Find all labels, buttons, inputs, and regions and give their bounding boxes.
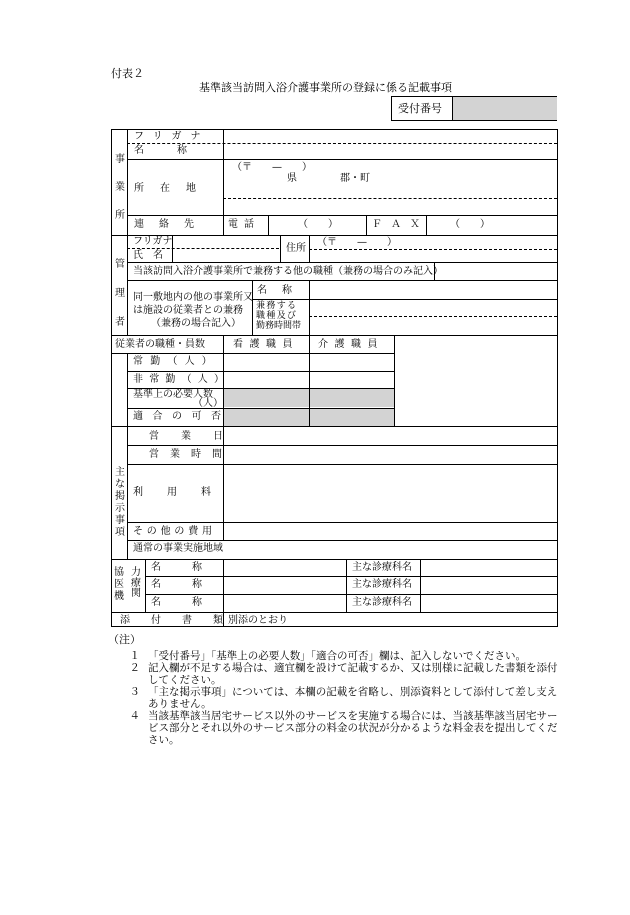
staff-row-required-unit: （人） [193,398,223,409]
receipt-number-box [391,96,557,121]
service-area-field[interactable] [224,541,557,559]
office-name-field[interactable] [224,144,557,159]
required-count-nurse-cell [223,388,309,407]
note-text: 当該基準該当居宅サービス以外のサービスを実施する場合には、当該基準該当居宅サービス部分とそれ以外のサービス部分の料金の状況が分かるような料金表を提出してください。 [148,710,558,747]
fees-field[interactable] [224,465,557,522]
manager-facility-name-field[interactable] [310,281,557,299]
manager-duty-label3: 勤務時間帯 [256,321,302,331]
manager-name-field[interactable] [173,236,279,262]
note-number: ４ [129,710,140,723]
appendix-label: 付表２ [111,67,144,80]
office-postal: （〒 — ） [232,162,312,173]
note-item [108,710,563,746]
other-costs-field[interactable] [224,523,557,540]
note-text: 記入欄が不足する場合は、適宜欄を設けて記載するか、又は別様に記載した書類を添付してください。 [148,662,558,687]
notes-list [108,650,563,747]
fees-label: 利用料 [133,487,235,498]
manager-duty-label2: 職種及び [256,311,298,321]
staff-row-parttime: 非常勤（人） [133,374,231,385]
manager-duty-label1: 兼務する [256,301,298,311]
office-name-label: 名称 [134,145,220,156]
note-item [108,650,563,662]
medical-row3-dept-label: 主な診療科名 [352,597,412,608]
business-hours-label: 営業時間 [149,449,233,460]
manager-concurrent-note: 当該訪問入浴介護事業所で兼務する他の職種（兼務の場合のみ記入） [133,266,443,277]
office-county-town: 郡・町 [340,173,370,184]
medical-row3-name-label: 名称 [151,597,233,608]
manager-postal: （〒 — ） [317,237,397,248]
staff-nurse-header: 看護職員 [233,339,299,350]
staff-row-compliance: 適合の可否 [133,411,231,422]
compliance-care-cell [309,408,394,426]
office-address-label: 所在地 [134,183,212,194]
medical-row2-name-field[interactable] [224,577,346,594]
note-item [108,662,563,686]
medical-row3-dept-field[interactable] [421,595,557,612]
compliance-nurse-cell [223,408,309,426]
manager-section-label: 管理者 [115,259,125,328]
parttime-nurse-field[interactable] [224,372,309,388]
fulltime-care-field[interactable] [310,354,394,371]
manager-other-duty-line3: （兼務の場合記入） [151,318,241,329]
medical-row1-name-field[interactable] [224,560,346,576]
manager-name-label: 氏名 [133,250,173,261]
attachments-label: 添付書類 [120,615,244,626]
medical-row2-name-label: 名称 [151,579,233,590]
manager-duty-field[interactable] [310,300,557,335]
business-days-field[interactable] [224,427,557,445]
office-section-label: 事業所 [115,154,125,221]
note-number: １ [129,650,140,662]
note-text: 「主な掲示事項」については、本欄の記載を省略し、別添資料として添付して差し支えありません。 [148,686,558,711]
service-area-label: 通常の事業実施地域 [133,543,223,554]
medical-row2-dept-field[interactable] [421,577,557,594]
notes-header: （注） [108,633,141,646]
manager-furigana-label: フリガナ [133,236,173,247]
page-title: 基準該当訪問入浴介護事業所の登録に係る記載事項 [199,81,452,94]
fulltime-nurse-field[interactable] [224,354,309,371]
business-hours-field[interactable] [224,446,557,464]
medical-section-label-left: 協医機 [114,567,124,602]
staff-care-header: 介護職員 [318,339,384,350]
parttime-care-field[interactable] [310,372,394,388]
staff-row-required: 基準上の必要人数 [133,389,213,400]
receipt-number-field[interactable] [452,97,557,120]
medical-row1-dept-field[interactable] [421,560,557,576]
manager-other-duty-line2: は施設の従業者との兼務 [133,305,243,316]
medical-row1-name-label: 名称 [151,562,233,573]
other-costs-label: その他の費用 [133,526,216,537]
staff-row-fulltime: 常勤（人） [133,356,219,367]
office-fax-field[interactable] [427,216,557,235]
manager-concurrent-field[interactable] [435,263,557,280]
medical-row3-name-field[interactable] [224,595,346,612]
note-number: ３ [129,686,140,699]
business-days-label: 営業日 [149,431,245,442]
office-prefecture: 県 [287,173,297,184]
office-address-field[interactable] [224,160,557,215]
office-phone-label: 電話 [228,219,260,230]
note-item [108,686,563,710]
medical-row1-dept-label: 主な診療科名 [352,562,412,573]
required-count-care-cell [309,388,394,407]
office-furigana-label: フリガナ [134,131,210,142]
staff-header: 従業者の職種・員数 [115,339,205,350]
attachments-value: 別添のとおり [228,615,288,626]
office-contact-label: 連絡先 [134,219,209,230]
notices-section-label: 主な掲示事項 [115,467,125,538]
office-fax-paren: （ ） [450,219,490,230]
office-fax-label: ＦＡＸ [372,219,429,230]
note-text: 「受付番号」「基準上の必要人数」「適合の可否」欄は、記入しないでください。 [148,650,526,662]
manager-address-label: 住所 [286,243,306,254]
note-number: ２ [129,662,140,675]
office-phone-paren: （ ） [298,219,338,230]
office-phone-field[interactable] [269,216,365,235]
receipt-number-label: 受付番号 [398,102,442,115]
manager-facility-name-label: 名称 [257,285,307,296]
medical-section-label-right: 力療関 [131,567,141,599]
medical-row2-dept-label: 主な診療科名 [352,579,412,590]
manager-other-duty-line1: 同一敷地内の他の事業所又 [133,292,253,303]
